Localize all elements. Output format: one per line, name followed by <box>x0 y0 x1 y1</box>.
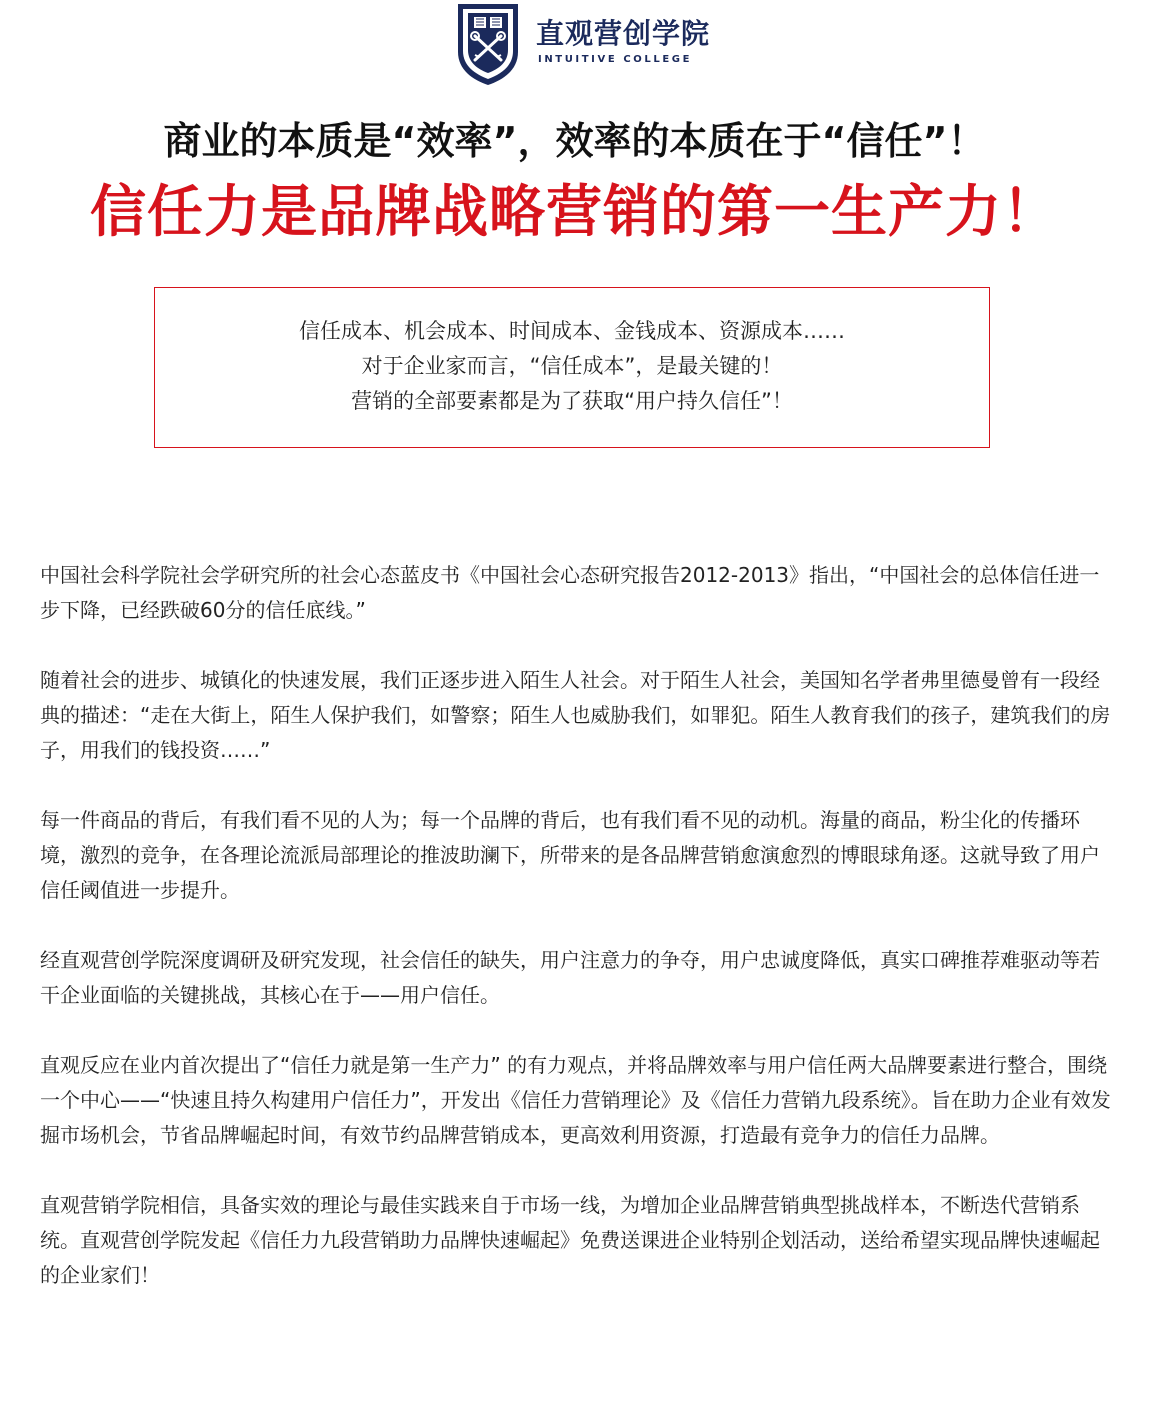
headline: 商业的本质是“效率”，效率的本质在于“信任”！ <box>163 119 986 163</box>
paragraph: 随着社会的进步、城镇化的快速发展，我们正逐步进入陌生人社会。对于陌生人社会，美国知名学者弗里德曼曾有一段经典的描述：“走在大街上，陌生人保护我们，如警察；陌生人也威胁我们，如罪犯。陌生人教育我们的孩子，建筑我们的房子，用我们的钱投资……” <box>40 668 1111 762</box>
slogan: 信任力是品牌战略营销的第一生产力！ <box>90 180 1059 245</box>
paragraph: 直观营销学院相信，具备实效的理论与最佳实践来自于市场一线，为增加企业品牌营销典型挑战样本，不断迭代营销系统。直观营创学院发起《信任力九段营销助力品牌快速崛起》免费送课进企业特别企划活动，送给希望实现品牌快速崛起的企业家们！ <box>40 1193 1100 1287</box>
college-crest-logo <box>455 2 521 86</box>
callout-box <box>154 287 990 448</box>
article-body <box>40 558 1115 1328</box>
paragraph: 经直观营创学院深度调研及研究发现，社会信任的缺失，用户注意力的争夺，用户忠诚度降低，真实口碑推荐难驱动等若干企业面临的关键挑战，其核心在于——用户信任。 <box>40 948 1100 1007</box>
callout-line: 营销的全部要素都是为了获取“用户持久信任”！ <box>351 389 793 413</box>
header <box>0 0 1149 92</box>
callout-line: 信任成本、机会成本、时间成本、金钱成本、资源成本…… <box>299 319 845 343</box>
brand-subtitle: INTUITIVE COLLEGE <box>538 54 692 65</box>
paragraph: 中国社会科学院社会学研究所的社会心态蓝皮书《中国社会心态研究报告2012-2013》指出，“中国社会的总体信任进一步下降，已经跌破60分的信任底线。” <box>40 563 1100 622</box>
brand-name: 直观营创学院 <box>536 17 711 50</box>
paragraph: 每一件商品的背后，有我们看不见的人为；每一个品牌的背后，也有我们看不见的动机。海量的商品，粉尘化的传播环境，激烈的竞争，在各理论流派局部理论的推波助澜下，所带来的是各品牌营销愈演愈烈的博眼球角逐。这就导致了用户信任阈值进一步提升。 <box>40 808 1100 902</box>
paragraph: 直观反应在业内首次提出了“信任力就是第一生产力” 的有力观点，并将品牌效率与用户信任两大品牌要素进行整合，围绕一个中心——“快速且持久构建用户信任力”，开发出《信任力营销理论》及《信任力营销九段系统》。旨在助力企业有效发掘市场机会，节省品牌崛起时间，有效节约品牌营销成本，更高效利用资源，打造最有竞争力的信任力品牌。 <box>40 1053 1111 1147</box>
callout-line: 对于企业家而言，“信任成本”，是最关键的！ <box>361 354 783 378</box>
